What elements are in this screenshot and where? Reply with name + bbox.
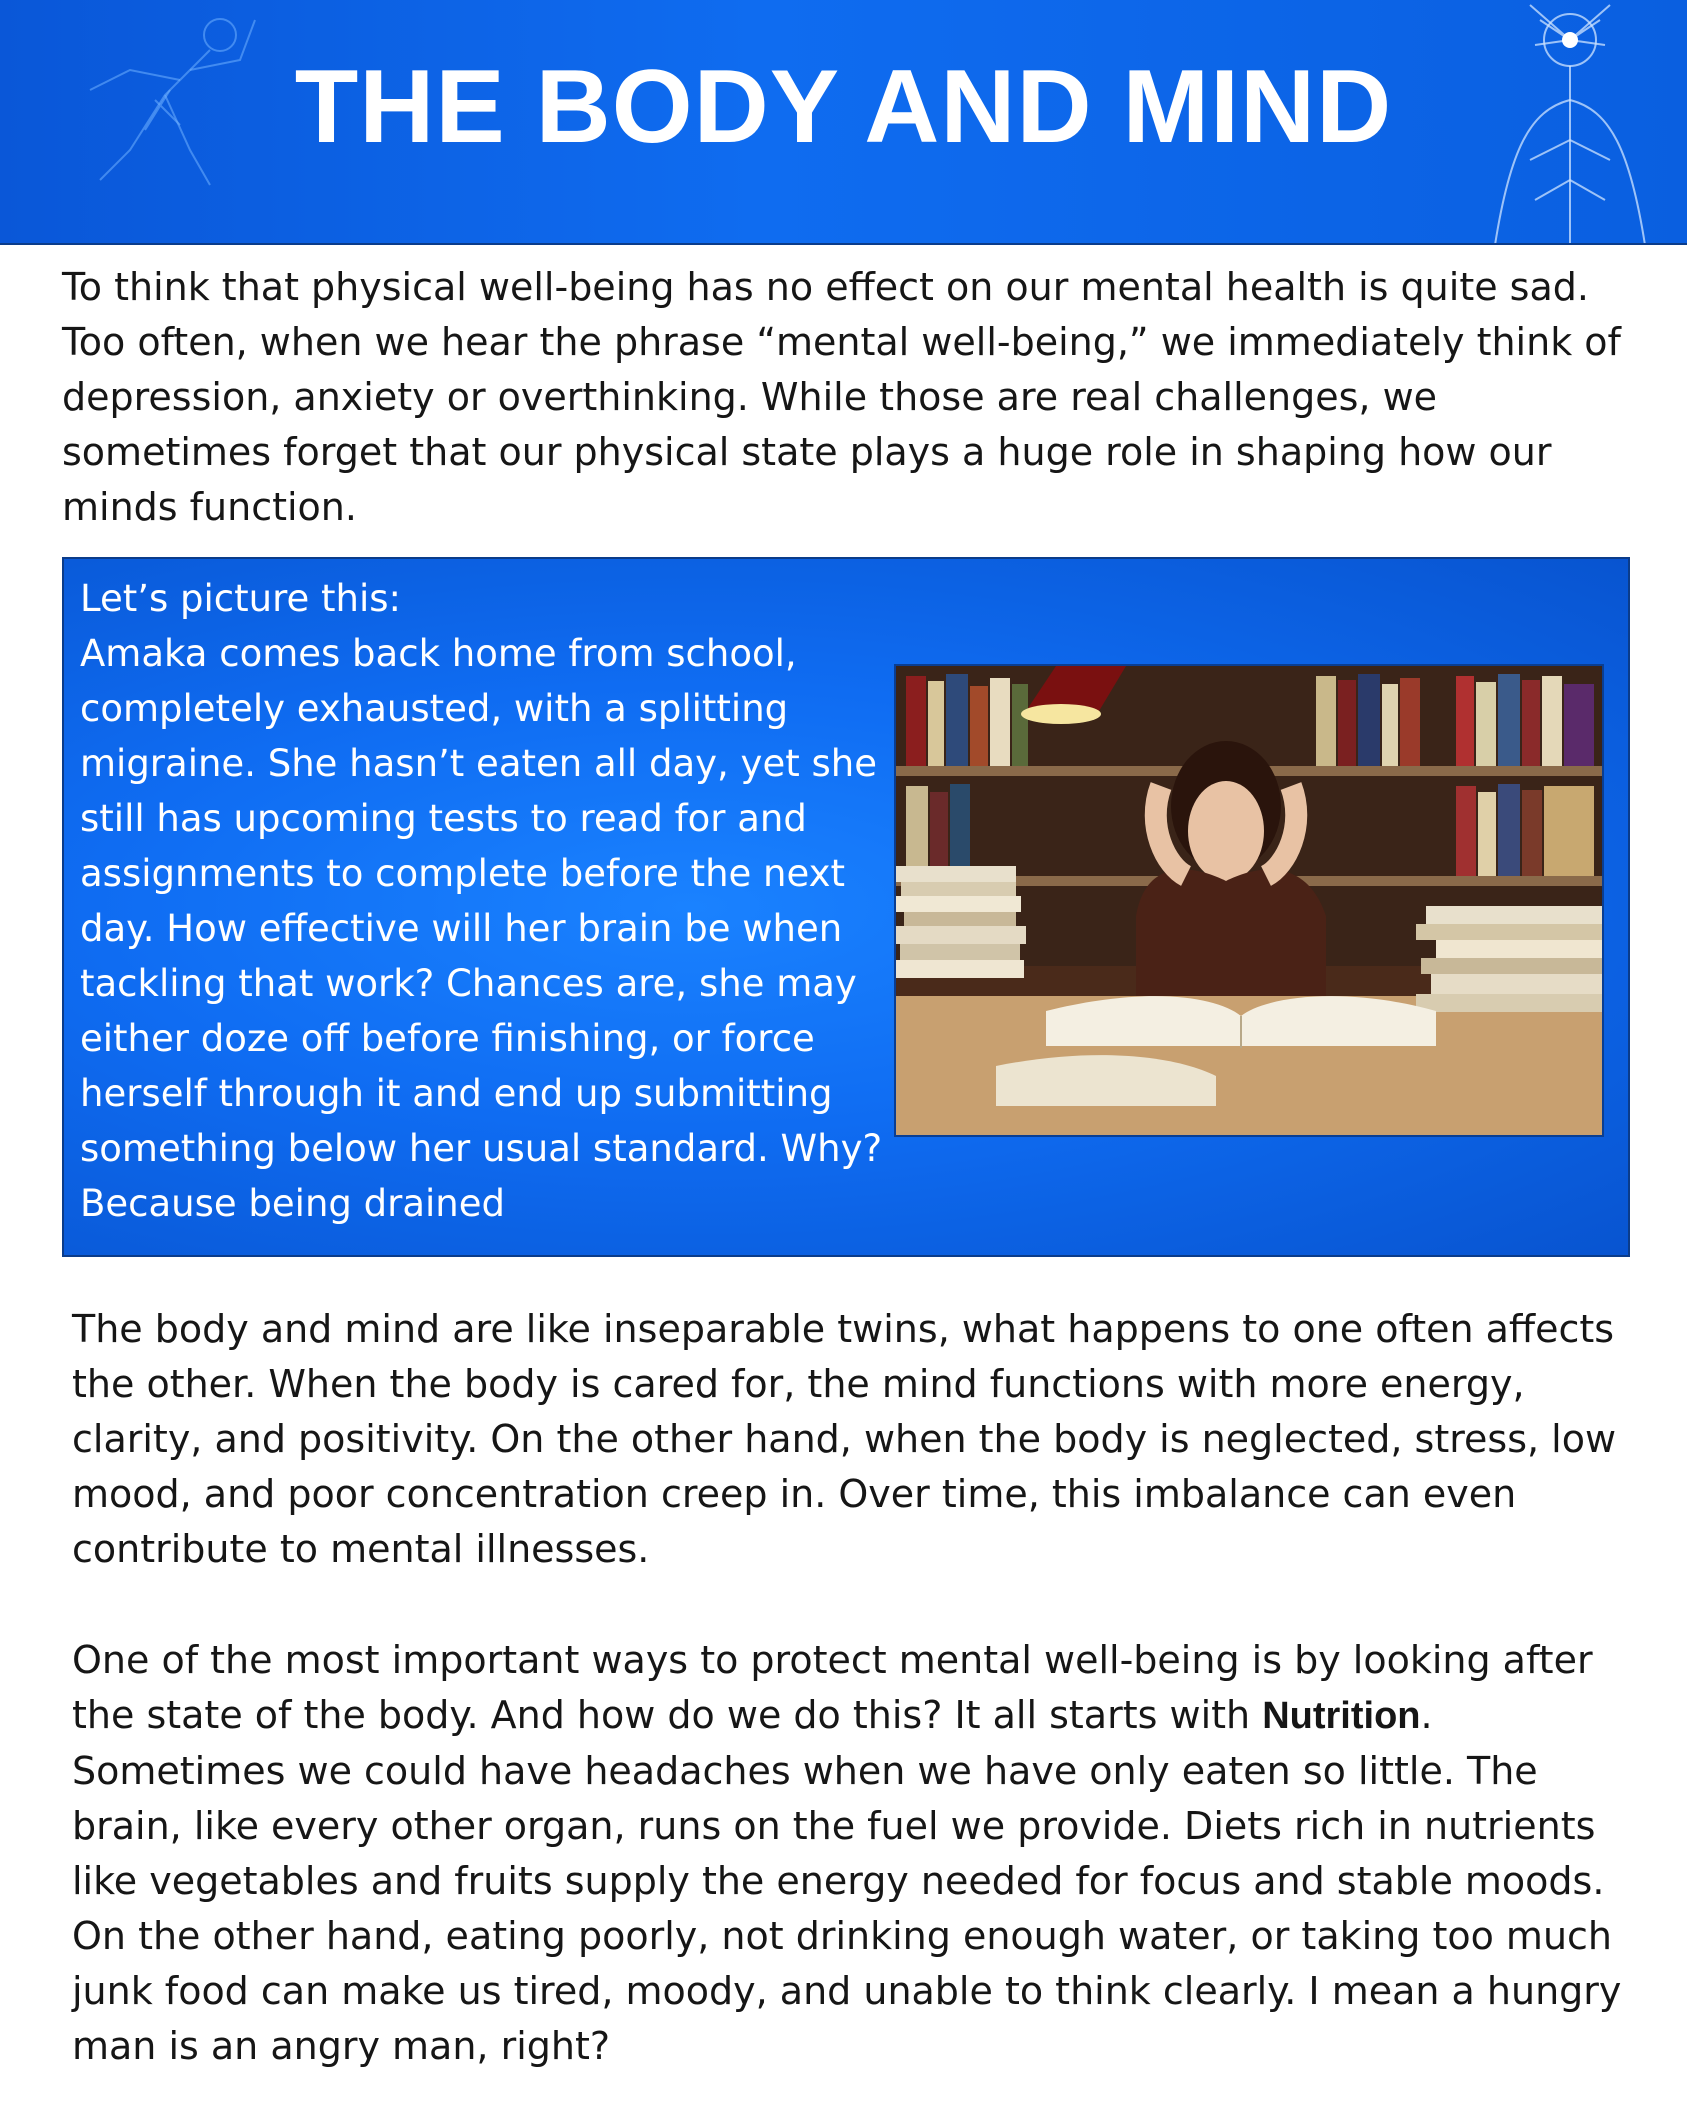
nutrition-text-after: . Sometimes we could have headaches when we have only eaten so little. The brain, like every other organ, runs on the fuel we provide. Diets rich in nutrients like vegetables and fruits supply the energy needed for focus and stable moods. On the other hand, eating poorly, not drinking enough water, or taking too much junk food can make us tired, moody, and unable to think clearly. I mean a hungry man is an angry man, right? [72,1693,1622,2068]
nervous-system-icon [1440,0,1687,245]
nutrition-paragraph [72,1633,1652,2074]
header-divider [0,243,1687,245]
callout-heading: Let’s picture this: [80,577,402,620]
header-banner [0,0,1687,245]
callout-text [80,571,910,1231]
nutrition-keyword: Nutrition [1262,1695,1421,1737]
stressed-student-photo [894,664,1604,1137]
body-mind-paragraph: The body and mind are like inseparable twins, what happens to one often affects the other. When the body is cared for, the mind functions with more energy, clarity, and positivity. On the other hand, when the body is neglected, stress, low mood, and poor concentration creep in. Over time, this imbalance can even contribute to mental illnesses. [72,1307,1617,1571]
callout-body: Amaka comes back home from school, completely exhausted, with a splitting migraine. She hasn’t eaten all day, yet she still has upcoming tests to read for and assignments to complete before the next day. How effective will her brain be when tackling that work? Chances are, she may either doze off before finishing, or force herself through it and end up submitting something below her usual standard. Why? Because being drained [80,632,883,1225]
nutrition-text-before: One of the most important ways to protect mental well-being is by looking after the state of the body. And how do we do this? It all starts with [72,1638,1593,1737]
page-title: THE BODY AND MIND [294,49,1393,165]
callout-box [62,557,1630,1257]
intro-paragraph: To think that physical well-being has no effect on our mental health is quite sad. Too often, when we hear the phrase “mental well-being,” we immediately think of depression, anxiety or overthinking. While those are real challenges, we sometimes forget that our physical state plays a huge role in shaping how our minds function. [62,265,1621,529]
